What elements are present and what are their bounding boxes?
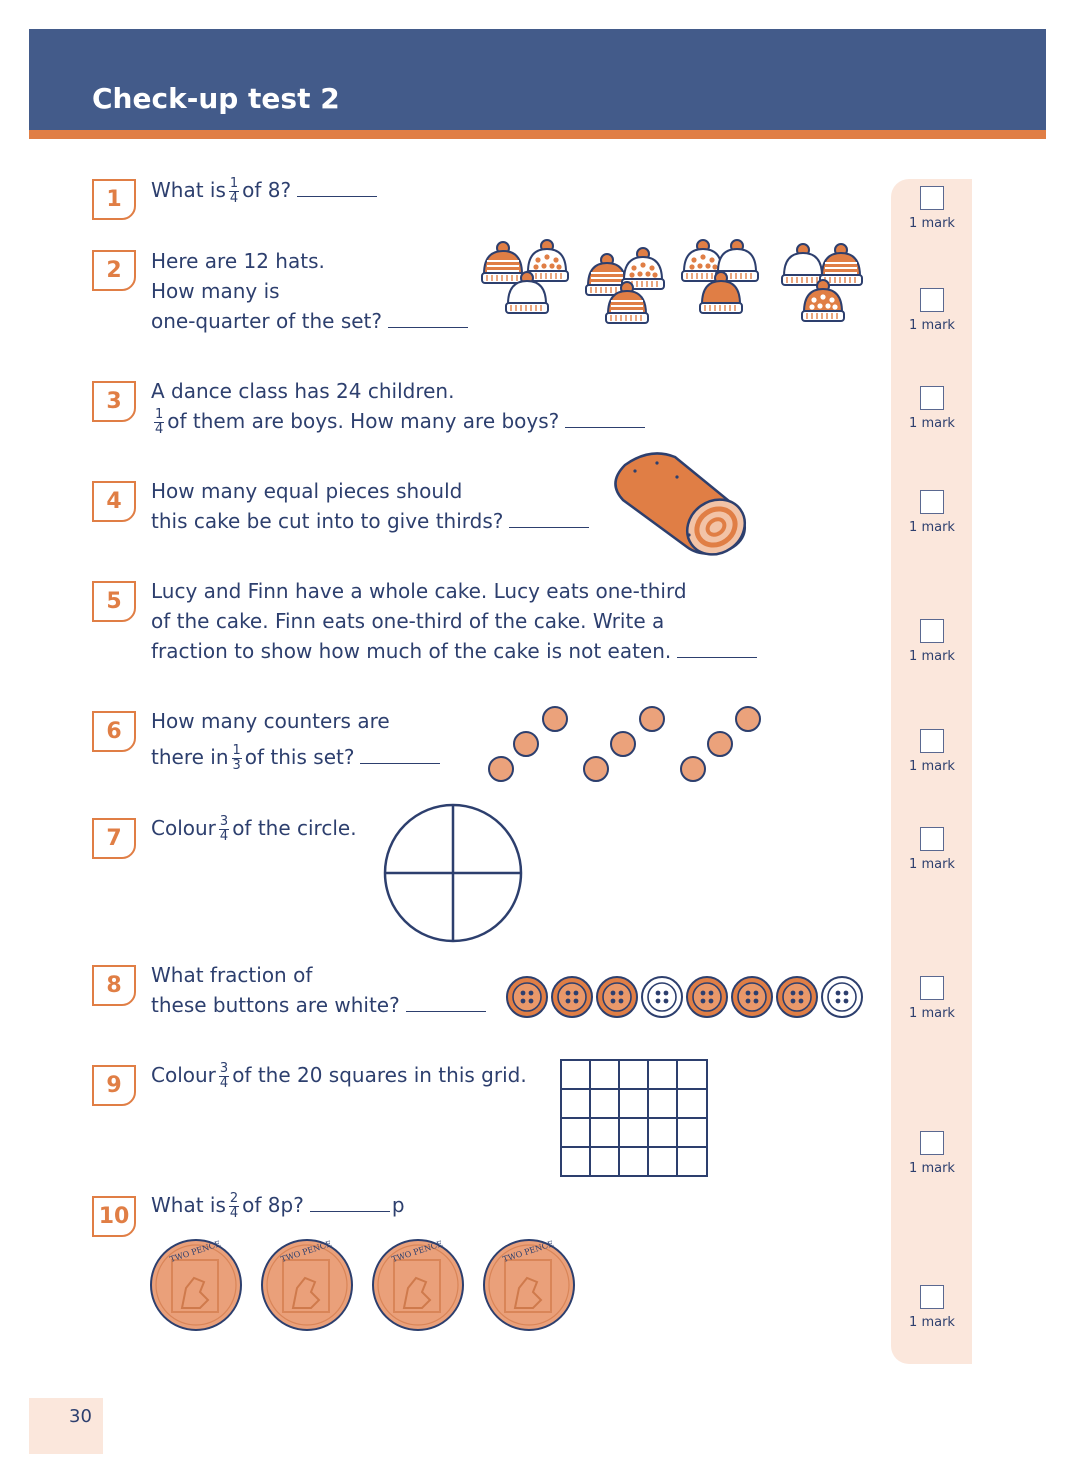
question-2-text: Here are 12 hats. How many is one-quarter of the set? xyxy=(151,246,468,336)
mark-box-2[interactable]: 1 mark xyxy=(893,288,971,333)
svg-text:TWO PENCE: TWO PENCE xyxy=(279,1239,333,1265)
question-number-9: 9 xyxy=(92,1065,136,1106)
page-number: 30 xyxy=(69,1406,92,1427)
mark-box-1[interactable]: 1 mark xyxy=(893,186,971,231)
checkbox[interactable] xyxy=(920,288,944,312)
answer-blank-2[interactable] xyxy=(388,307,468,328)
svg-text:TWO PENCE: TWO PENCE xyxy=(168,1239,222,1265)
mark-box-4[interactable]: 1 mark xyxy=(893,490,971,535)
fraction: $\frac{1}{4}$ xyxy=(229,176,239,206)
header-accent-bar xyxy=(29,130,1046,139)
checkbox[interactable] xyxy=(920,827,944,851)
two-pence-coin-icon xyxy=(262,1238,352,1330)
mark-box-3[interactable]: 1 mark xyxy=(893,386,971,431)
fraction: $\frac{3}{4}$ xyxy=(219,814,229,844)
mark-box-9[interactable]: 1 mark xyxy=(893,1131,971,1176)
two-pence-coin-icon xyxy=(151,1238,241,1330)
question-number-6: 6 xyxy=(92,711,136,752)
checkbox[interactable] xyxy=(920,186,944,210)
question-4-text: How many equal pieces should this cake be cut into to give thirds? xyxy=(151,476,589,536)
checkbox[interactable] xyxy=(920,976,944,1000)
fraction: $\frac{1}{3}$ xyxy=(232,743,241,773)
two-pence-coin-icon xyxy=(484,1238,574,1330)
orange-button-icon xyxy=(777,977,817,1017)
page-title: Check-up test 2 xyxy=(92,82,340,115)
answer-blank-6[interactable] xyxy=(360,743,440,764)
swiss-roll-cake-illustration xyxy=(605,445,755,557)
mark-box-10[interactable]: 1 mark xyxy=(893,1285,971,1330)
counters-illustration xyxy=(480,700,770,790)
question-number-3: 3 xyxy=(92,381,136,422)
fraction: $\frac{1}{4}$ xyxy=(155,407,164,437)
svg-text:TWO PENCE: TWO PENCE xyxy=(390,1239,444,1265)
hats-illustration xyxy=(475,230,870,345)
hat-icon xyxy=(782,244,824,285)
hat-icon xyxy=(802,280,844,321)
checkbox[interactable] xyxy=(920,619,944,643)
question-1-text: What is $\frac{1}{4}$ of 8? xyxy=(151,175,377,206)
question-8-text: What fraction of these buttons are white? xyxy=(151,960,486,1020)
mark-box-5[interactable]: 1 mark xyxy=(893,619,971,664)
mark-box-8[interactable]: 1 mark xyxy=(893,976,971,1021)
question-10-text: What is $\frac{2}{4}$ of 8p? p xyxy=(151,1191,405,1221)
circle-quarters-diagram[interactable] xyxy=(380,800,526,946)
answer-blank-1[interactable] xyxy=(297,176,377,197)
question-7-text: Colour $\frac{3}{4}$ of the circle. xyxy=(151,814,357,844)
orange-button-icon xyxy=(597,977,637,1017)
hat-icon xyxy=(482,242,524,283)
orange-button-icon xyxy=(507,977,547,1017)
white-button-icon xyxy=(642,977,682,1017)
answer-blank-5[interactable] xyxy=(677,637,757,658)
checkbox[interactable] xyxy=(920,386,944,410)
svg-text:TWO PENCE: TWO PENCE xyxy=(501,1239,555,1265)
question-9-text: Colour $\frac{3}{4}$ of the 20 squares in this grid. xyxy=(151,1061,527,1091)
squares-grid-diagram[interactable] xyxy=(560,1059,710,1179)
question-number-7: 7 xyxy=(92,818,136,859)
mark-box-6[interactable]: 1 mark xyxy=(893,729,971,774)
checkbox[interactable] xyxy=(920,1131,944,1155)
checkbox[interactable] xyxy=(920,490,944,514)
answer-blank-8[interactable] xyxy=(406,991,486,1012)
hat-icon xyxy=(820,244,862,285)
white-button-icon xyxy=(822,977,862,1017)
question-5-text: Lucy and Finn have a whole cake. Lucy eats one-third of the cake. Finn eats one-third of the cake. Write a fraction to show how much of the cake is not eaten. xyxy=(151,576,757,666)
question-number-2: 2 xyxy=(92,250,136,291)
answer-blank-3[interactable] xyxy=(565,407,645,428)
fraction: $\frac{3}{4}$ xyxy=(219,1061,229,1091)
question-number-5: 5 xyxy=(92,581,136,622)
two-pence-coins-illustration xyxy=(148,1238,578,1333)
answer-blank-4[interactable] xyxy=(509,507,589,528)
orange-button-icon xyxy=(552,977,592,1017)
two-pence-coin-icon xyxy=(373,1238,463,1330)
answer-blank-10[interactable] xyxy=(310,1191,390,1212)
question-number-10: 10 xyxy=(92,1196,136,1237)
question-number-1: 1 xyxy=(92,179,136,220)
orange-button-icon xyxy=(687,977,727,1017)
question-3-text: A dance class has 24 children. $\frac{1}{4}$ of them are boys. How many are boys? xyxy=(151,376,645,437)
buttons-illustration xyxy=(505,975,865,1019)
checkbox[interactable] xyxy=(920,729,944,753)
checkbox[interactable] xyxy=(920,1285,944,1309)
mark-box-7[interactable]: 1 mark xyxy=(893,827,971,872)
fraction: $\frac{2}{4}$ xyxy=(229,1191,239,1221)
question-number-4: 4 xyxy=(92,481,136,522)
question-number-8: 8 xyxy=(92,965,136,1006)
question-6-text: How many counters are there in $\frac{1}{3}$ of this set? xyxy=(151,706,440,773)
orange-button-icon xyxy=(732,977,772,1017)
